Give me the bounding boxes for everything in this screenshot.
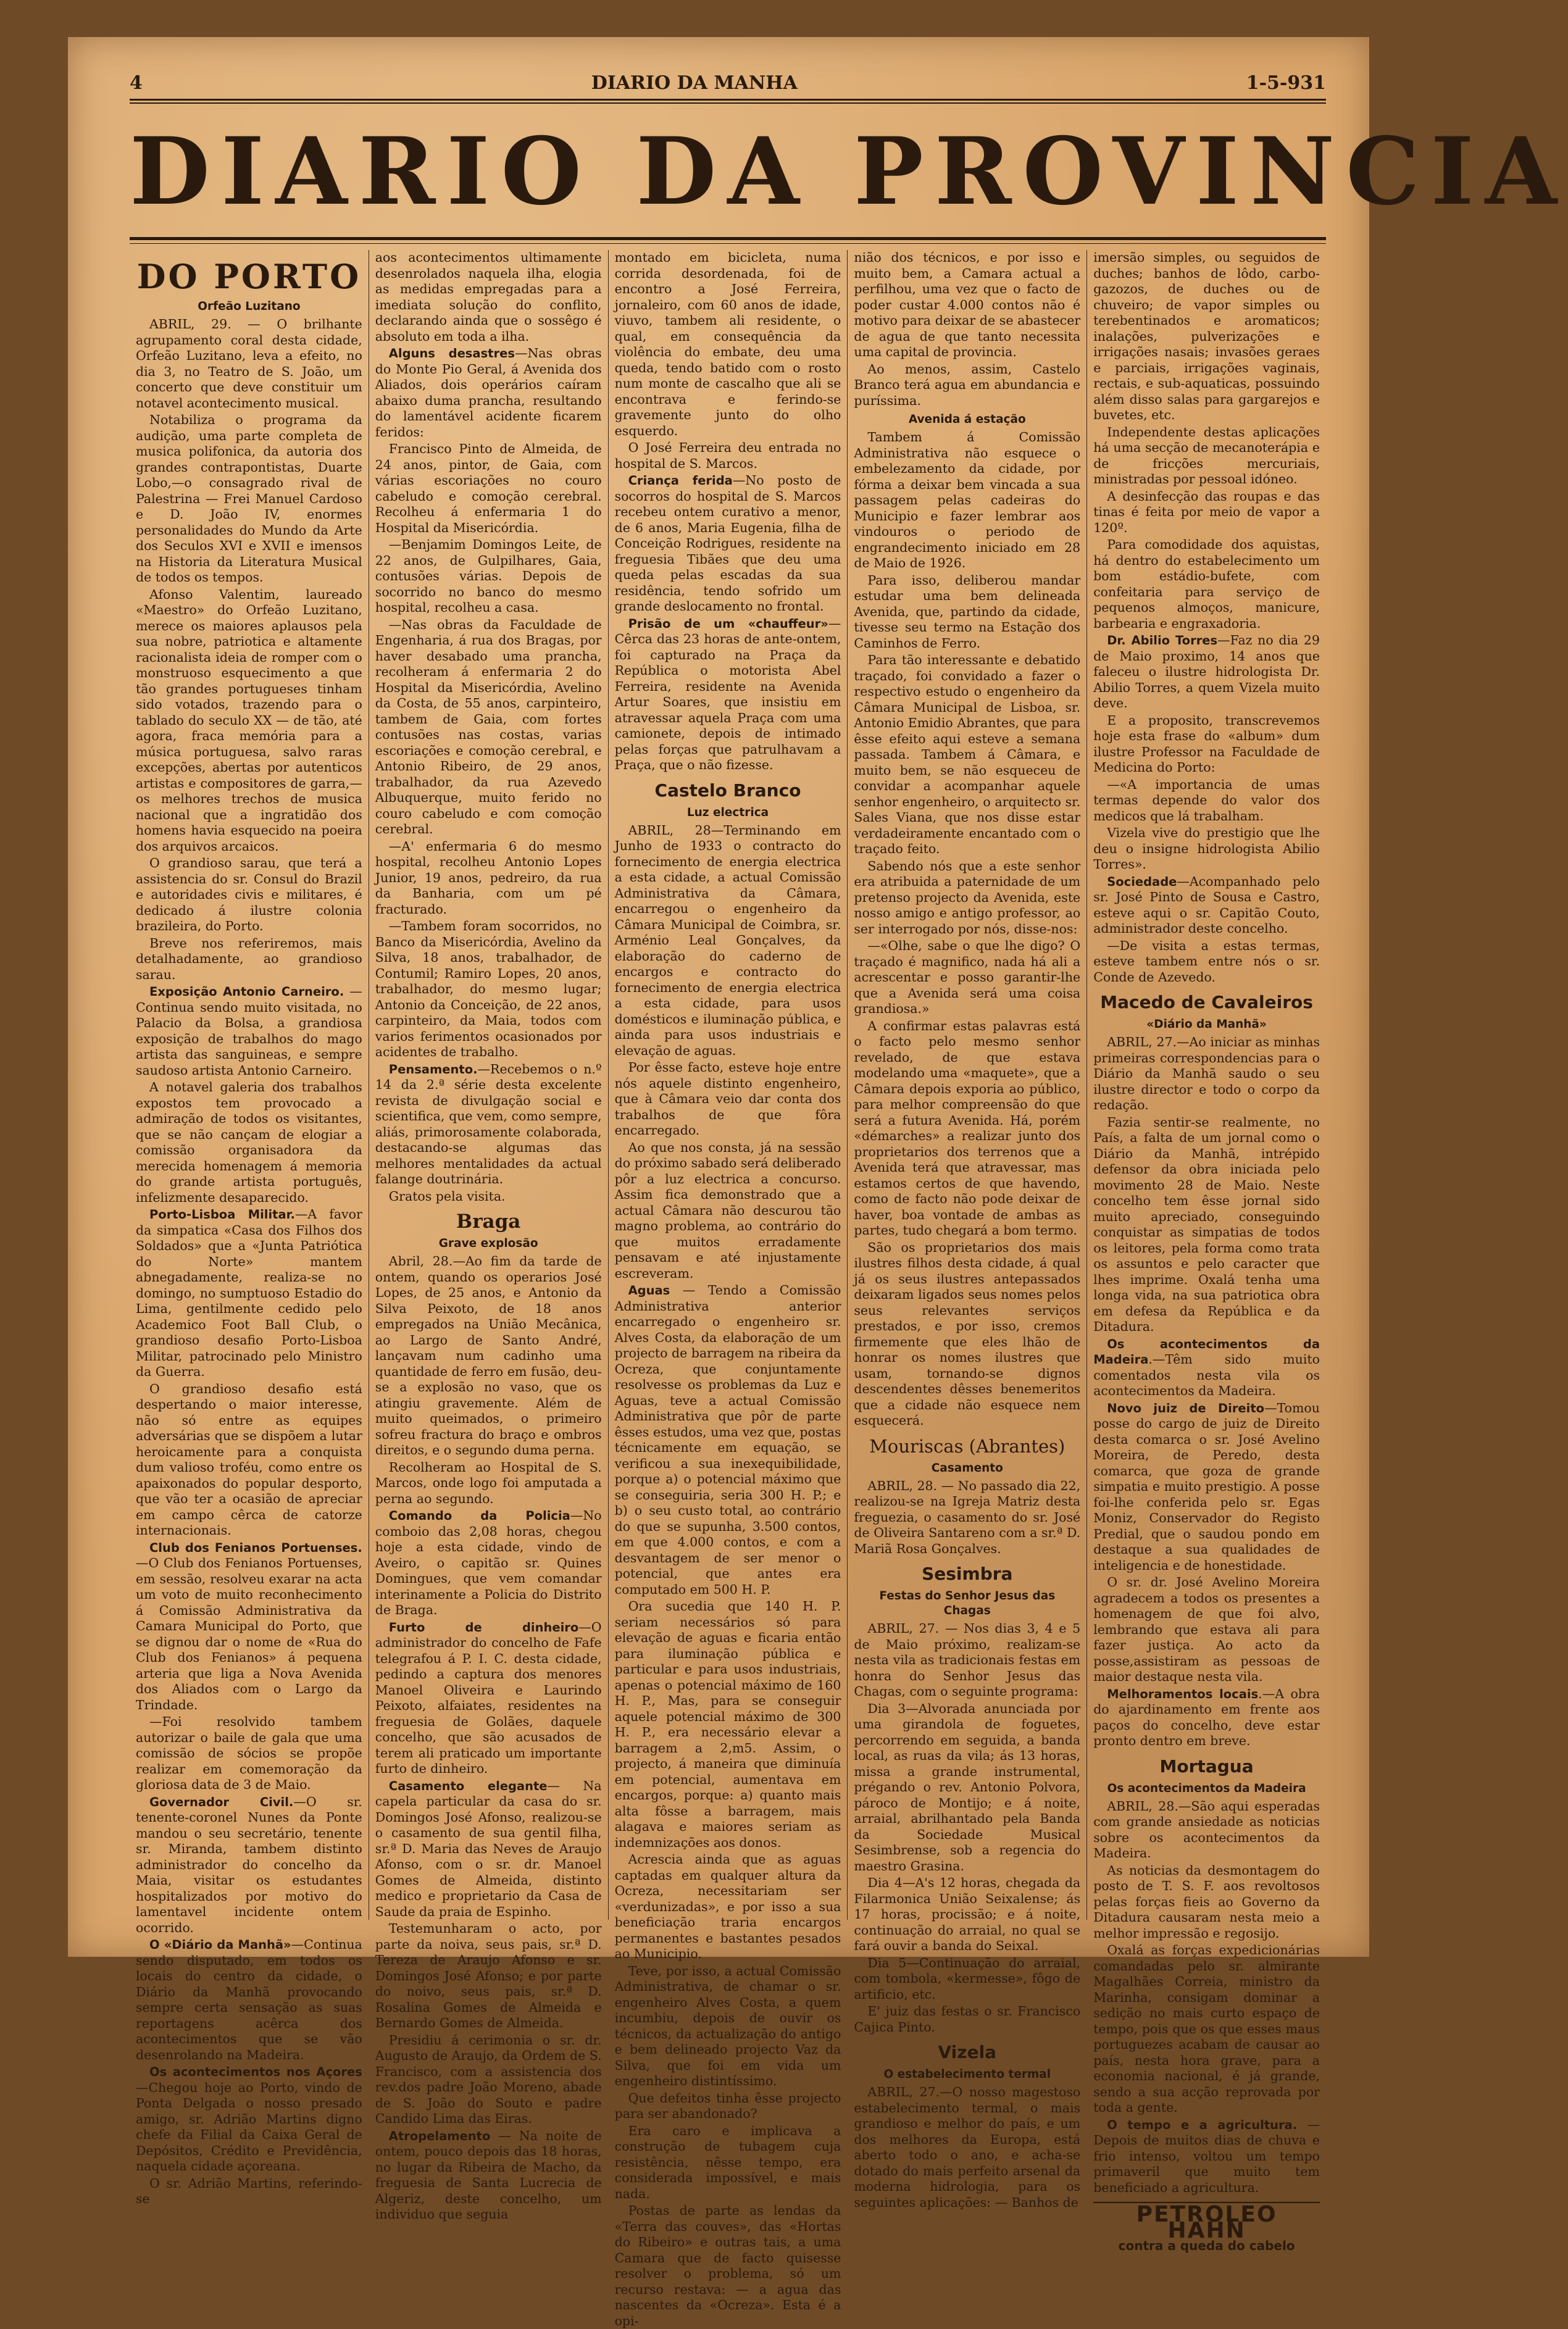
section-title-castelo-branco: Castelo Branco xyxy=(654,780,801,801)
paragraph: ABRIL, 28. — No passado dia 22, realizou-se na Igreja Matriz desta freguezia, o casamento do sr. José de Oliveira Santareno com a sr.ª D. Mariã Rosa Gonçalves. xyxy=(854,1478,1081,1556)
lead-in: Os acontecimentos da Madeira xyxy=(1093,1336,1320,1367)
paragraph: A confirmar estas palavras está o facto pelo mesmo senhor revelado, de que estava modelando uma «maquete», que a Câmara depois exporia ao público, para melhor compreensão do que será a futura Avenida. Há, porém «démarches» a realizar junto dos proprietarios dos terrenos que a Avenida terá que atravessar, mas estamos certos de que havendo, como de facto não pode deixar de haver, boa vontade de ambas as partes, tudo chegará a bom termo. xyxy=(854,1018,1081,1238)
paragraph: ABRIL, 28.—São aqui esperadas com grande ansiedade as noticias sobre os acontecimentos da Madeira. xyxy=(1093,1798,1320,1860)
lead-in: Novo juiz de Direito xyxy=(1107,1401,1265,1415)
paragraph xyxy=(136,1540,362,1714)
paragraph: E' juiz das festas o sr. Francisco Cajica Pinto. xyxy=(854,2004,1081,2035)
paragraph xyxy=(1093,633,1320,712)
paragraph xyxy=(375,2128,602,2223)
paragraph: Ao menos, assim, Castelo Branco terá agua em abundancia e puríssima. xyxy=(854,361,1081,408)
paragraph-text: .—Têm sido muito comentados nesta vila os acontecimentos da Madeira. xyxy=(1093,1352,1320,1398)
paragraph: São os proprietarios dos mais ilustres filhos desta cidade, á qual já os seus ilustres antepassados deixaram ligados seus nomes pelos seus relevantes serviços prestados, e por isso, cremos firmemente que eles lhão de honrar os nomes ilustres que usam, tornando-se dignos descendentes dêsses benemeritos que a cidade não esquece nem esquecerá. xyxy=(854,1239,1081,1428)
paragraph-text: —O Club dos Fenianos Portuenses, em sessão, resolveu exarar na acta um voto de muito reconhecimento á Comissão Administrativa da Camara Municipal do Porto, que se dignou dar o nome de «Rua do Club dos Fenianos» á pequena arteria que liga a Nova Avenida dos Aliados com o Largo da Trindade. xyxy=(136,1556,362,1712)
masthead-rule-thin xyxy=(130,243,1326,244)
lead-in: Exposição Antonio Carneiro. xyxy=(149,985,344,999)
paragraph: Acrescia ainda que as aguas captadas em qualquer altura da Ocreza, necessitariam ser «verdunizadas», e por isso a sua beneficiação traria encargos permanentes e bastantes pesados ao Municipio. xyxy=(614,1852,841,1961)
paragraph: A desinfecção das roupas e das tinas é feita por meio de vapor a 120º. xyxy=(1093,488,1320,535)
lead-in: Furto de dinheiro xyxy=(388,1620,579,1635)
column-5 xyxy=(1087,250,1326,2253)
section-masthead: DIARIO DA PROVINCIA xyxy=(130,117,1568,226)
paragraph: Breve nos referiremos, mais detalhadamente, ao grandioso sarau. xyxy=(136,935,362,982)
paragraph: imersão simples, ou seguidos de duches; banhos de lôdo, carbo-gazozos, de duches ou de chuveiro; de vapor simples ou terebentinados e aromaticos; inalações, pulverizações e irrigações nasais; invasões geraes e parciais, irrigações vaginais, rectais, e sub-aquaticas, possuindo além disso salas para gargarejos e buvetes, etc. xyxy=(1093,250,1320,422)
paragraph: Gratos pela visita. xyxy=(388,1188,506,1204)
paragraph: O sr. Adrião Martins, referindo-se xyxy=(136,2175,362,2206)
paragraph: Recolheram ao Hospital de S. Marcos, onde logo foi amputada a perna ao segundo. xyxy=(375,1459,602,1506)
paragraph: —De visita a estas termas, esteve tambem entre nós o sr. Conde de Azevedo. xyxy=(1093,938,1320,985)
paragraph-text: —A favor da simpatica «Casa dos Filhos dos Soldados» que a «Junta Patriótica do Norte» mantem abnegadamente, realiza-se no domingo, no sumptuoso Estadio do Lima, gentilmente cedido pelo Academico Foot Ball Club, o grandioso desafio Porto-Lisboa Militar, patrocinado pelo Ministro da Guerra. xyxy=(136,1207,362,1379)
paragraph: Para comodidade dos aquistas, há dentro do estabelecimento um bom estádio-bufete, com confeitaria para serviço de pequenos almoços, manicure, barbearia e engraxadoria. xyxy=(1093,537,1320,631)
paragraph-text: —Faz no dia 29 de Maio proximo, 14 anos que faleceu o ilustre hidrologista Dr. Abilio Torres, a quem Vizela muito deve. xyxy=(1093,633,1320,710)
section-title-sesimbra: Sesimbra xyxy=(922,1564,1013,1584)
paragraph-text: — Tendo a Comissão Administrativa anterior encarregado o engenheiro sr. Alves Costa, da elaboração de um projecto de barragem na ribeira da Ocreza, que conjuntamente resolvesse os problemas da Luz e Aguas, teve a actual Comissão Administrativa que pôr de parte êsses estudos, uma vez que, postas técnicamente em equação, se verificou a sua inexequibilidade, porque a) o potencial máximo que se conseguiria, seria 300 H. P.; e b) o seu custo total, ao contrário do que se supunha, 3.500 contos, em que 4.000 contos, e com a desvantagem de ser menor o potencial, que antes era computado em 500 H. P. xyxy=(614,1283,841,1597)
paragraph: Abril, 28.—Ao fim da tarde de ontem, quando os operarios José Lopes, de 25 anos, e Antonio da Silva Peixoto, de 18 anos empregados na União Mecânica, ao Largo de Santo André, lançavam num cadinho uma quantidade de ferro em fusão, deu-se a explosão no vaso, que os atingiu gravemente. Além de muito queimados, o primeiro sofreu fractura do braço e ombros direitos, e o segundo duma perna. xyxy=(375,1254,602,1457)
paragraph xyxy=(615,473,841,615)
paragraph: —Tambem foram socorridos, no Banco da Misericórdia, Avelino da Silva, 18 anos, trabalhador, de Contumil; Ramiro Lopes, 20 anos, trabalhador, do mesmo lugar; Antonio da Conceição, de 22 anos, carpinteiro, da Maia, todos com varios ferimentos ocasionados por acidentes de trabalho. xyxy=(375,919,602,1059)
paragraph-text: —O sr. tenente-coronel Nunes da Ponte mandou o seu secretário, tenente sr. Miranda, tambem distinto administrador do concelho da Maia, visitar os estudantes hospitalizados por motivo do lamentavel incidente ontem ocorrido. xyxy=(136,1794,362,1935)
paragraph xyxy=(375,1062,602,1188)
paragraph: Notabiliza o programa da audição, uma parte completa de musica polifonica, da autoria dos grandes contrapontistas, Duarte Lobo,—o consagrado rival de Palestrina — Frei Manuel Cardoso e D. João IV, enormes personalidades do Mundo da Arte dos Seculos XVI e XVII e imensos na Historia da Literatura Musical de todos os tempos. xyxy=(136,412,362,585)
masthead-rule-thick xyxy=(130,237,1326,240)
paragraph: Que defeitos tinha êsse projecto para ser abandonado? xyxy=(614,2090,841,2121)
paragraph: Por êsse facto, esteve hoje entre nós aquele distinto engenheiro, que à Câmara veio dar conta dos trabalhos de que fôra encarregado. xyxy=(614,1060,841,1138)
paragraph: Ao que nos consta, já na sessão do próximo sabado será deliberado pôr a luz electrica a concurso. Assim fica demonstrado que a actual Câmara não descurou tão magno problema, ao contrário do que muitos erradamente pensavam e até injustamente escreveram. xyxy=(614,1140,841,1281)
paragraph: E a proposito, transcrevemos hoje esta frase do «album» dum ilustre Professor na Faculdade de Medicina do Porto: xyxy=(1093,712,1320,775)
subhead-termal: O estabelecimento termal xyxy=(883,2068,1051,2081)
lead-in: Prisão de um «chauffeur» xyxy=(628,616,828,631)
paragraph-text: —Cêrca das 23 horas de ante-ontem, foi capturado na Praça da República o motorista Abel Ferreira, residente na Avenida Artur Soares, que insistiu em atravessar aquela Praça com uma camionete, depois de intimado pelas forças que patrulhavam a Praça, que o não fizesse. xyxy=(614,615,841,772)
advertisement xyxy=(1093,2202,1320,2254)
paragraph xyxy=(375,346,602,440)
paragraph xyxy=(375,1778,602,1920)
paragraph: —«Olhe, sabe o que lhe digo? O traçado é magnifico, nada há ali a acrescentar e posso garantir-lhe que a Avenida será uma coisa grandiosa.» xyxy=(854,938,1081,1016)
paragraph xyxy=(615,616,841,773)
subhead-casamento: Casamento xyxy=(931,1461,1003,1475)
paragraph: O grandioso sarau, que terá a assistencia do sr. Consul do Brazil e autoridades civis e militares, é dedicado á ilustre colonia brazileira, do Porto. xyxy=(136,856,362,933)
lead-in: Aguas xyxy=(628,1283,670,1298)
column-1 xyxy=(130,250,369,2206)
subhead-diario: «Diário da Manhã» xyxy=(1146,1018,1267,1031)
paragraph xyxy=(375,1508,602,1619)
page-number: 4 xyxy=(130,72,143,94)
paragraph-text: —Continua sendo disputado, em todos os locais do centro da cidade, o Diário da Manhã provocando sempre certa sensação as suas reportagens acêrca dos acontecimentos que se vão desenrolando na Madeira. xyxy=(136,1937,362,2062)
subhead-madeira: Os acontecimentos da Madeira xyxy=(1107,1781,1306,1795)
paragraph xyxy=(136,2064,362,2175)
paragraph xyxy=(1093,2117,1320,2196)
paragraph-text: —Recebemos o n.º 14 da 2.ª série desta excelente revista de divulgação social e scientifica, que vem, como sempre, aliás, primorosamente colaborada, destacando-se algumas das melhores mentalidades da actual falange doutrinária. xyxy=(375,1061,602,1186)
paragraph: Postas de parte as lendas da «Terra das couves», das «Hortas do Ribeiro» e outras tais, a uma Camara que de facto quisesse resolver o problema, só um recurso restava: — a agua das nascentes da «Ocreza». Esta é a opi- xyxy=(614,2203,841,2328)
paragraph-text: — Depois de muitos dias de chuva e frio intenso, voltou um tempo primaveril que muito tem beneficiado a agricultura. xyxy=(1093,2117,1320,2195)
subhead-luz: Luz electrica xyxy=(686,806,769,819)
paragraph: Dia 3—Alvorada anunciada por uma girandola de foguetes, percorrendo em seguida, a banda local, as ruas da vila; ás 13 horas, missa a grande instrumental, prégando o rev. Antonio Polvora, pároco de Montijo; e á noite, arraial, abrilhantado pela Banda da Sociedade Musical Sesimbrense, sob a regencia do maestro Grasina. xyxy=(854,1701,1081,1873)
paragraph: O sr. dr. José Avelino Moreira agradecem a todos os presentes a homenagem de que foi alvo, lembrando que estava ali para fazer justiça. Ao acto da posse,assistiram as pessoas de maior destaque nesta vila. xyxy=(1093,1575,1320,1684)
paragraph: ABRIL, 27.—O nosso magestoso estabelecimento termal, o mais grandioso e melhor do país, e um dos melhores da Europa, está aberto todo o ano, e acha-se dotado do mais perfeito arsenal da moderna hidrologia, para os seguintes aplicações: — Banhos de xyxy=(854,2085,1081,2210)
lead-in: Dr. Abilio Torres xyxy=(1107,633,1218,648)
paragraph: —Foi resolvido tambem autorizar o baile de gala que uma comissão de sócios se propõe realizar em comemoração da gloriosa data de 3 de Maio. xyxy=(136,1714,362,1792)
paragraph: Dia 5—Continuação do arraial, com tombola, «kermesse», fôgo de artificio, etc. xyxy=(854,1955,1081,2002)
lead-in: Comando da Policia xyxy=(388,1509,570,1523)
paragraph: ABRIL, 29. — O brilhante agrupamento coral desta cidade, Orfeão Luzitano, leva a efeito, no dia 3, no Teatro de S. João, um concerto que deve constituir um notavel acontecimento musical. xyxy=(136,317,362,410)
paragraph-text: — Na noite de ontem, pouco depois das 18 horas, no lugar da Ribeira de Macho, da freguesia de Santa Lucrecia de Algeriz, deste concelho, um individuo que seguia xyxy=(375,2128,602,2222)
paragraph: O grandioso desafio está despertando o maior interesse, não só entre as equipes adversárias que se dispõem a lutar heroicamente para a conquista dum valioso troféu, como entre os apaixonados do popular desporto, que vão ter a ocasião de apreciar em campo cêrca de catorze internacionais. xyxy=(136,1381,362,1538)
paragraph: —«A importancia de umas termas depende do valor dos medicos que lá trabalham. xyxy=(1093,777,1320,823)
column-3 xyxy=(609,250,848,2328)
paragraph xyxy=(1093,1686,1320,1749)
subhead-festas: Festas do Senhor Jesus das Chagas xyxy=(879,1589,1056,1617)
paragraph xyxy=(136,1207,362,1380)
paragraph: montado em bicicleta, numa corrida desordenada, foi de encontro a José Ferreira, jornaleiro, com 60 anos de idade, viuvo, tambem ali residente, o qual, em consequência da violência do embate, deu uma queda, tendo batido com o rosto num monte de cascalho que ali se encontrava e ferindo-se gravemente junto do olho esquerdo. xyxy=(614,250,841,438)
paragraph: Era caro e implicava a construção de tubagem cuja resistência, nêsse tempo, era considerada impossível, e mais nada. xyxy=(614,2123,841,2201)
paragraph-text: —No comboio das 2,08 horas, chegou hoje a esta cidade, vindo de Aveiro, o capitão sr. Quines Domingues, que vem comandar interinamente a Policia do Distrito de Braga. xyxy=(375,1508,602,1617)
paragraph: A notavel galeria dos trabalhos expostos tem provocado a admiração de todos os visitantes, que se não cançam de elogiar a comissão organisadora da merecida homenagem á memoria do grande artista português, infelizmente desaparecido. xyxy=(136,1080,362,1205)
paragraph xyxy=(375,1620,602,1777)
paragraph-text: .—A obra do ajardinamento em frente aos paços do concelho, deve estar pronto dentro em breve. xyxy=(1093,1686,1320,1748)
paragraph: —Benjamim Domingos Leite, de 22 anos, de Gulpilhares, Gaia, contusões várias. Depois de socorrido no banco do mesmo hospital, recolheu a casa. xyxy=(375,537,602,615)
ad-title: PETROLEO HAHN xyxy=(1136,2202,1277,2243)
paragraph: Afonso Valentim, laureado «Maestro» do Orfeão Luzitano, merece os maiores aplausos pela sua nobre, patriotica e altamente racionalista ideia de romper com o monstruoso esquecimento a que tão grandes portugueses tinham sido votados, trazendo para o tablado do seculo XX — de tão, até agora, fraca memória para a música portuguesa, salvo raras excepções, abertas por autenticos artistas e compositores de garra,—os melhores trechos de musica nacional que a ingratidão dos homens havia esquecido na poeira dos arquivos arcaicos. xyxy=(136,586,362,854)
subhead-avenida: Avenida á estação xyxy=(908,413,1026,426)
paragraph: Teve, por isso, a actual Comissão Administrativa, de chamar o sr. engenheiro Alves Costa, a quem incumbiu, depois de ouvir os técnicos, da actualização do antigo e bem delineado projecto Vaz da Silva, que foi em vida um engenheiro distintíssimo. xyxy=(614,1963,841,2088)
lead-in: O tempo e a agricultura. xyxy=(1107,2117,1298,2132)
section-title-mortagua: Mortagua xyxy=(1159,1756,1254,1777)
paragraph: Vizela vive do prestigio que lhe deu o insigne hidrologista Abilio Torres». xyxy=(1093,825,1320,872)
paragraph: Oxalá as forças expedicionárias comandadas pelo sr. almirante Magalhães Correia, ministro da Marinha, consigam dominar a sedição no mais curto espaço de tempo, pois que os que esses maus portuguezes acabam de causar ao país, nesta hora grave, para a economia nacional, é já grande, sendo a sua acção reprovada por toda a gente. xyxy=(1093,1943,1320,2115)
paragraph-text: —Acompanhado pelo sr. José Pinto de Sousa e Castro, esteve aqui o sr. Capitão Couto, administrador deste concelho. xyxy=(1093,873,1320,936)
paragraph-text: — Na capela particular da casa do sr. Domingos José Afonso, realizou-se o casamento de sua gentil filha, sr.ª D. Maria das Neves de Araujo Afonso, com o sr. dr. Manoel Gomes de Almeida, distinto medico e proprietario da Casa de Saude da praia de Espinho. xyxy=(375,1778,602,1919)
paragraph: Dia 4—A's 12 horas, chegada da Filarmonica União Seixalense; ás 17 horas, procissão; e á noite, continuação do arraial, no qual se fará ouvir a banda do Seixal. xyxy=(854,1875,1081,1953)
paragraph: nião dos técnicos, e por isso e muito bem, a Camara actual a perfilhou, uma vez que o facto de poder custar 4.000 contos não é motivo para deixar de se abastecer de agua de que tanto necessita uma capital de provincia. xyxy=(854,250,1081,359)
paragraph-text: —Tomou posse do cargo de juiz de Direito desta comarca o sr. José Avelino Moreira, de Peredo, desta comarca, que goza de grande simpatia e muito prestigio. A posse foi-lhe conferida pelo sr. Egas Moniz, Conservador do Registo Predial, que o saudou pondo em destaque a sua qualidades de inteligencia e de honestidade. xyxy=(1093,1400,1320,1573)
paragraph xyxy=(615,1283,841,1598)
paragraph: Francisco Pinto de Almeida, de 24 anos, pintor, de Gaia, com várias escoriações no couro cabeludo e comoção cerebral. Recolheu á enfermaria 1 do Hospital da Misericórdia. xyxy=(375,441,602,535)
article-columns xyxy=(130,250,1326,2328)
paragraph: ABRIL, 27. — Nos dias 3, 4 e 5 de Maio próximo, realizam-se nesta vila as tradicionais festas em honra do Senhor Jesus das Chagas, com o seguinte programa: xyxy=(854,1621,1081,1699)
lead-in: Alguns desastres xyxy=(388,346,515,360)
paragraph: Para tão interessante e debatido traçado, foi convidado a fazer o respectivo estudo o engenheiro da Câmara Municipal de Lisboa, sr. Antonio Emidio Abrantes, que para êsse efeito aqui esteve a semana passada. Tambem á Câmara, e muito bem, se não esqueceu de convidar a acompanhar aquele senhor engenheiro, o arquitecto sr. Sales Viana, que nos disse estar verdadeiramente encantado com o traçado feito. xyxy=(854,652,1081,856)
lead-in: Pensamento. xyxy=(388,1062,478,1077)
paragraph: —A' enfermaria 6 do mesmo hospital, recolheu Antonio Lopes Junior, 19 anos, pedreiro, da rua da Banharia, com um pé fracturado. xyxy=(375,838,602,917)
paragraph xyxy=(1093,1336,1320,1399)
ad-subtitle: contra a queda do cabelo xyxy=(1118,2238,1295,2253)
lead-in: Sociedade xyxy=(1107,874,1177,889)
paragraph: Para isso, deliberou mandar estudar uma bem delineada Avenida, que, partindo da cidade, tivesse seu termo na Estação dos Caminhos de Ferro. xyxy=(854,572,1081,651)
paragraph-text: —O administrador do concelho de Fafe telegrafou á P. I. C. desta cidade, pedindo a captura dos menores Manoel Oliveira e Laurindo Peixoto, alfaiates, residentes na freguesia de Golães, daquele concelho, que são acusados de terem ali praticado um importante furto de dinheiro. xyxy=(375,1619,602,1776)
newspaper-page xyxy=(68,37,1568,2328)
paragraph: Fazia sentir-se realmente, no País, a falta de um jornal como o Diário da Manhã, intrépido defensor da obra iniciada pelo movimento 28 de Maio. Neste concelho tem êsse jornal sido muito apreciado, conseguindo conquistar as simpatias de todos os leitores, pela forma como trata os assuntos e pelo caracter que lhes imprime. Oxalá tenha uma longa vida, na sua patriotica obra em defesa da República e da Ditadura. xyxy=(1093,1114,1320,1334)
section-title-porto: DO PORTO xyxy=(136,257,362,296)
paragraph-text: —Nas obras do Monte Pio Geral, á Avenida dos Aliados, dois operários caíram abaixo duma prancha, resultando do lamentável acidente ficarem feridos: xyxy=(375,346,602,440)
subhead-explosao: Grave explosão xyxy=(438,1237,538,1250)
lead-in: Governador Civil. xyxy=(149,1794,294,1809)
newspaper-name: DIARIO DA MANHA xyxy=(591,72,798,94)
paragraph xyxy=(1093,1401,1320,1574)
lead-in: Porto-Lisboa Militar. xyxy=(149,1207,295,1222)
paragraph: aos acontecimentos ultimamente desenrolados naquela ilha, elogia as medidas empregadas para a imediata solução do conflito, declarando ainda que o sossêgo é absoluto em toda a ilha. xyxy=(375,250,602,344)
subhead-orfeao: Orfeão Luzitano xyxy=(198,300,301,313)
lead-in: O «Diário da Manhã» xyxy=(149,1938,291,1952)
paragraph: O José Ferreira deu entrada no hospital de S. Marcos. xyxy=(614,440,841,471)
running-header xyxy=(130,69,1326,101)
section-title-macedo: Macedo de Cavaleiros xyxy=(1100,992,1313,1012)
paragraph xyxy=(1093,874,1320,937)
section-title-mouriscas: Mouriscas (Abrantes) xyxy=(869,1435,1065,1457)
lead-in: Atropelamento xyxy=(388,2128,491,2143)
paragraph-text: —No posto de socorros do hospital de S. Marcos recebeu ontem curativo a menor, de 6 anos, Maria Eugenia, filha de Conceição Rodrigues, residente na freguesia Tibães que deu uma queda pelas escadas da sua residência, tendo sofrido um grande deslocamento no frontal. xyxy=(614,473,841,614)
paragraph: —Nas obras da Faculdade de Engenharia, á rua dos Bragas, por haver desabado uma prancha, recolheram á enfermaria 2 do Hospital da Misericórdia, Avelino da Costa, de 55 anos, carpinteiro, tambem de Gaia, com fortes contusões nas costas, varias escoriações e comoção cerebral, e Antonio Ribeiro, de 29 anos, trabalhador, da rua Azevedo Albuquerque, muito ferido no couro cabeludo e com comoção cerebral. xyxy=(375,617,602,836)
paragraph: As noticias da desmontagem do posto de T. S. F. aos revoltosos pelas forças fieis ao Governo da Ditadura causaram nesta meio a melhor impressão e regosijo. xyxy=(1093,1862,1320,1941)
paragraph: Tambem á Comissão Administrativa não esquece o embelezamento da cidade, por fórma a deixar bem vincada a sua passagem pelas cadeiras do Municipio e fazer lembrar aos vindouros o periodo de engrandecimento iniciado em 28 de Maio de 1926. xyxy=(854,430,1081,570)
lead-in: Casamento elegante xyxy=(388,1778,548,1793)
lead-in: Os acontecimentos nos Açores xyxy=(149,2065,362,2079)
paragraph: Independente destas aplicações há uma secção de mecanoterápia e de fricções mercuriais, ministradas por pessoal idóneo. xyxy=(1093,424,1320,486)
header-rule xyxy=(130,102,1326,104)
paragraph-text: — Continua sendo muito visitada, no Palacio da Bolsa, a grandiosa exposição de trabalhos do mago artista das sanguineas, e sempre saudoso artista Antonio Carneiro. xyxy=(136,984,362,1078)
paragraph: ABRIL, 27.—Ao iniciar as minhas primeiras correspondencias para o Diário da Manhã saudo o seu ilustre director e todo o corpo da redação. xyxy=(1093,1035,1320,1112)
paragraph: Presidiu á cerimonia o sr. dr. Augusto de Araujo, da Ordem de S. Francisco, com a assistencia dos rev.dos padre João Moreno, abade de S. João do Souto e padre Candido Lima das Eiras. xyxy=(375,2032,602,2126)
lead-in: Melhoramentos locais xyxy=(1107,1686,1259,1701)
section-title-vizela: Vizela xyxy=(938,2042,997,2062)
column-4 xyxy=(848,250,1087,2210)
paragraph: Sabendo nós que a este senhor era atribuida a paternidade de um pretenso projecto da Avenida, este nosso amigo e antigo professor, ao ser interrogado por nós, disse-nos: xyxy=(854,858,1081,936)
paragraph: ABRIL, 28—Terminando em Junho de 1933 o contracto do fornecimento de energia electrica a esta cidade, a actual Comissão Administrativa da Câmara, encarregou o engenheiro da Câmara Municipal de Coimbra, sr. Arménio Leal Gonçalves, da elaboração do caderno de encargos e contracto do fornecimento de energia electrica a esta cidade, para usos domésticos e iluminação pública, e ainda para usos industriais e elevação de aguas. xyxy=(614,822,841,1058)
lead-in: Club dos Fenianos Portuenses. xyxy=(149,1540,362,1555)
paragraph xyxy=(136,1794,362,1936)
section-title-braga: Braga xyxy=(456,1210,521,1233)
paragraph xyxy=(136,1937,362,2063)
paragraph xyxy=(136,984,362,1078)
column-2 xyxy=(369,250,609,2222)
paragraph: Testemunharam o acto, por parte da noiva, seus pais, sr.ª D. Tereza de Araujo Afonso e sr. Domingos José Afonso; e por parte do noivo, seus pais, sr.ª D. Rosalina Gomes de Almeida e Bernardo Gomes de Almeida. xyxy=(375,1921,602,2030)
lead-in: Criança ferida xyxy=(628,473,733,488)
paragraph-text: —Chegou hoje ao Porto, vindo de Ponta Delgada o nosso presado amigo, sr. Adrião Martins digno chefe da Filial da Caixa Geral de Depósitos, Crédito e Previdência, naquela cidade açoreana. xyxy=(136,2080,362,2173)
paragraph: Ora sucedia que 140 H. P. seriam necessários só para elevação de aguas e ficaria então para iluminação pública e particular e para usos industriais, apenas o potencial máximo de 160 H. P., Mas, para se conseguir aquele potencial máximo de 300 H. P., era necessário elevar a barragem a 2,m5. Assim, o projecto, á maneira que diminuía em potencial, aumentava em encargos, porque: a) quanto mais alta fôsse a barragem, mais alagava e maiores seriam as indemnizações aos donos. xyxy=(614,1599,841,1850)
issue-date: 1-5-931 xyxy=(1246,72,1326,94)
